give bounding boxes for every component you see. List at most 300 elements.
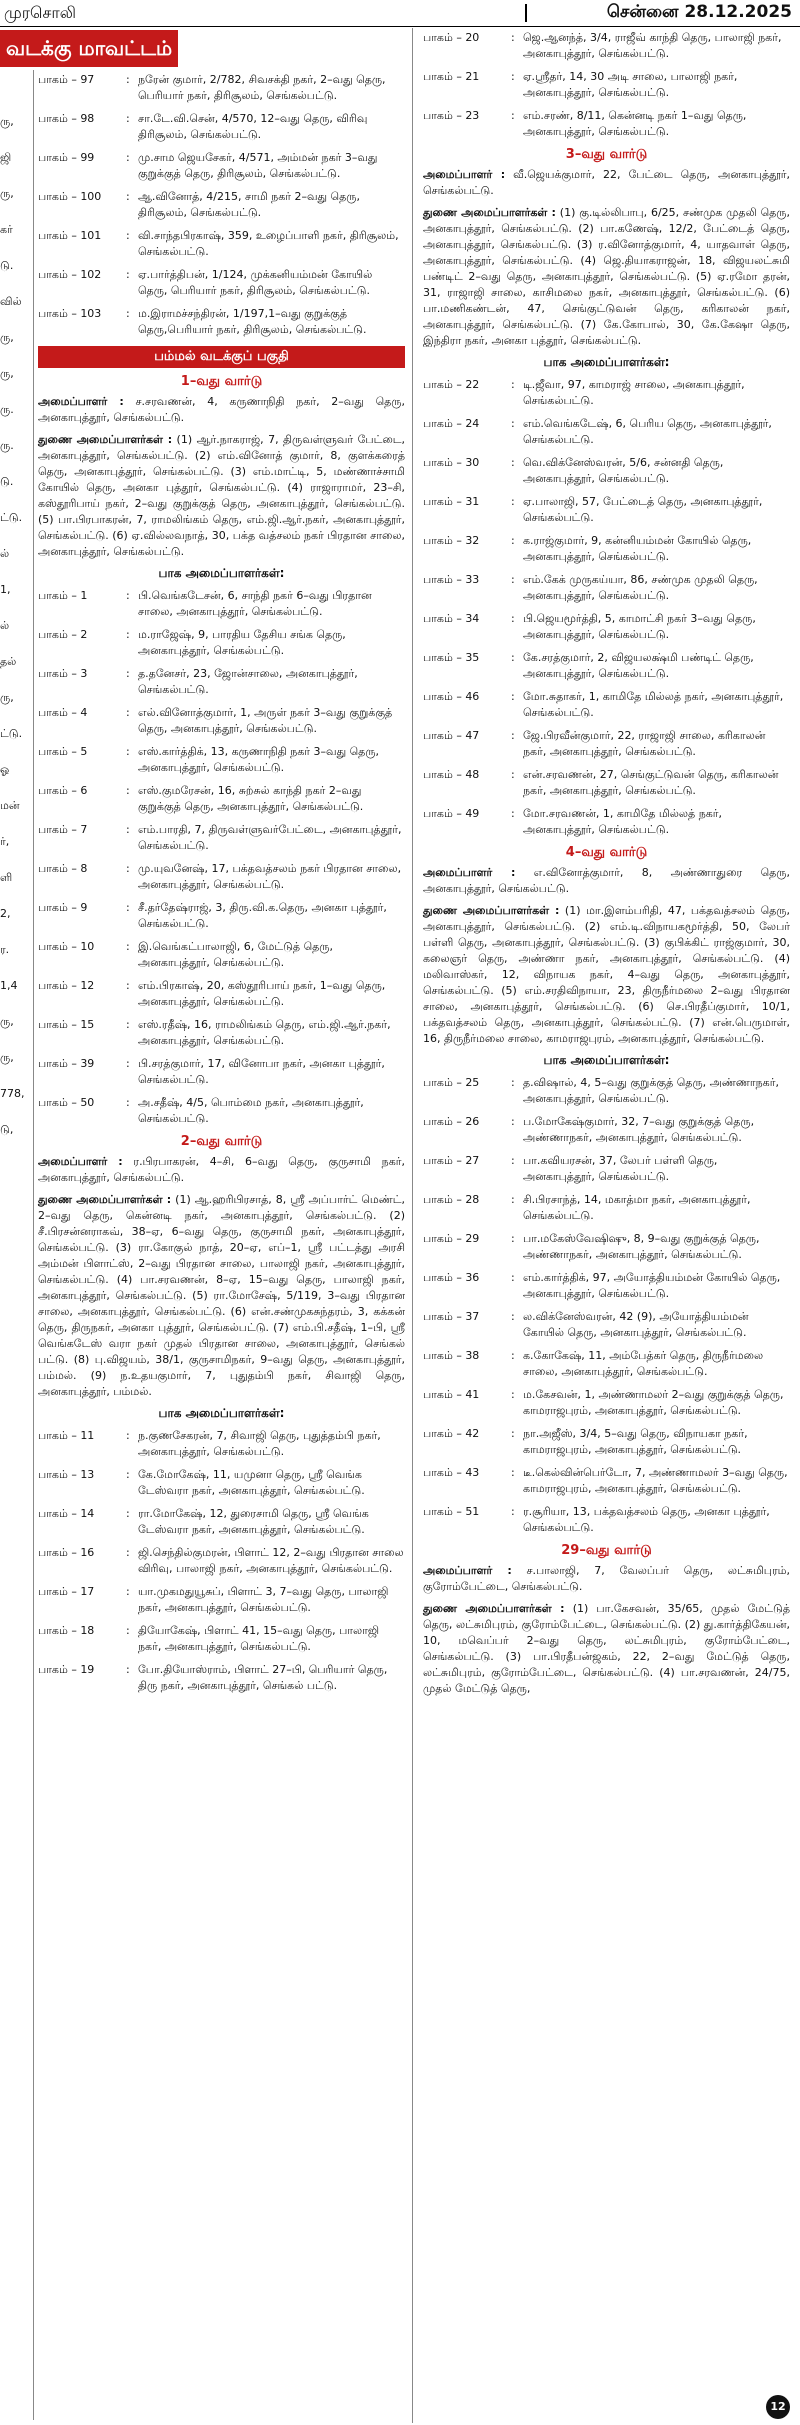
booth-entry bbox=[423, 1465, 790, 1497]
booth-entry bbox=[423, 1192, 790, 1224]
ward-1-block bbox=[38, 374, 405, 1127]
booth-organizer: எம்.வெங்கடேஷ், 6, பெரிய தெரு, அனகாபுத்தூர், செங்கல்பட்டு. bbox=[523, 417, 772, 446]
colon-separator: : bbox=[511, 456, 515, 469]
booth-organizer: வி.சாந்தபிரகாஷ், 359, உழைப்பாளி நகர், திரிசூலம், செங்கல்பட்டு. bbox=[138, 229, 399, 258]
stub-fragment: ரு, bbox=[0, 115, 14, 128]
booth-label: பாகம் – 35 bbox=[423, 651, 480, 664]
colon-separator: : bbox=[511, 1388, 515, 1401]
colon-separator: : bbox=[126, 1096, 130, 1109]
booth-organizer: ப.மோகேஷ்குமார், 32, 7–வது குறுக்குத் தெரு, அண்ணாநகர், அனகாபுத்தூர், செங்கல்பட்டு. bbox=[523, 1115, 755, 1144]
booth-organizer: போ.தியோஸ்ராம், பிளாட் 27–பி, பெரியார் தெரு, திரு நகர், அனகாபுத்தூர், செங்கல் பட்டு. bbox=[138, 1663, 388, 1692]
stub-fragment: ரு. bbox=[0, 403, 14, 416]
booth-organizer: மோ.சரவணன், 1, காமிதே மில்லத் நகர், அனகாபுத்தூர், செங்கல்பட்டு. bbox=[523, 807, 723, 836]
stub-fragment: டு, bbox=[0, 1123, 14, 1136]
booth-organizer: பி.சரத்குமார், 17, வினோபா நகர், அனகா புத்தூர், செங்கல்பட்டு. bbox=[138, 1057, 385, 1086]
booth-label: பாகம் – 50 bbox=[38, 1096, 95, 1109]
colon-separator: : bbox=[126, 268, 130, 281]
deputy-organizers-label: துணை அமைப்பாளர்கள் : bbox=[38, 433, 173, 446]
booth-label: பாகம் – 33 bbox=[423, 573, 480, 586]
booth-label: பாகம் – 25 bbox=[423, 1076, 480, 1089]
booth-entry bbox=[38, 150, 405, 182]
booth-label: பாகம் – 20 bbox=[423, 31, 480, 44]
booth-organizer: நரேன் குமார், 2/782, சிவசக்தி நகர், 2–வது தெரு, பெரியார் நகர், திரிசூலம், செங்கல்பட்டு. bbox=[138, 73, 386, 102]
colon-separator: : bbox=[511, 651, 515, 664]
booth-entry bbox=[423, 108, 790, 140]
organizer-text: எ.வினோத்குமார், 8, அண்ணாதுரை தெரு, அனகாபுத்தூர், செங்கல்பட்டு. bbox=[423, 866, 790, 895]
booth-organizer: பி.ஜெயமூர்த்தி, 5, காமாட்சி நகர் 3–வது தெரு, அனகாபுத்தூர், செங்கல்பட்டு. bbox=[523, 612, 756, 641]
stub-fragment: ளி bbox=[0, 871, 13, 884]
colon-separator: : bbox=[126, 1429, 130, 1442]
stub-fragment: ரு, bbox=[0, 331, 14, 344]
column-divider bbox=[412, 28, 413, 2423]
colon-separator: : bbox=[511, 807, 515, 820]
booth-label: பாகம் – 2 bbox=[38, 628, 88, 641]
booth-organizer: டீ.கெல்வின்பெர்டோ, 7, அண்ணாமலர் 3–வது தெரு, காமராஜபுரம், அனகாபுத்தூர், செங்கல்பட்டு. bbox=[523, 1466, 788, 1495]
booth-entry bbox=[423, 650, 790, 682]
booth-entry bbox=[38, 861, 405, 893]
booth-organizers-heading: பாக அமைப்பாளர்கள்: bbox=[543, 1053, 670, 1067]
booth-label: பாகம் – 101 bbox=[38, 229, 102, 242]
colon-separator: : bbox=[511, 378, 515, 391]
booth-organizer: ஏ.பாலாஜி, 57, பேட்டைத் தெரு, அனகாபுத்தூர், செங்கல்பட்டு. bbox=[523, 495, 763, 524]
stub-fragment: வில் bbox=[0, 295, 22, 308]
booth-entry bbox=[38, 588, 405, 620]
booth-label: பாகம் – 43 bbox=[423, 1466, 480, 1479]
booth-entry bbox=[423, 377, 790, 409]
ward-3-block bbox=[423, 147, 790, 838]
stub-fragment: ஜி bbox=[0, 151, 12, 164]
booth-entry bbox=[38, 939, 405, 971]
booth-organizer: எஸ்.கார்த்திக், 13, கருணாநிதி நகர் 3–வது தெரு, அனகாபுத்தூர், செங்கல்பட்டு. bbox=[138, 745, 380, 774]
booth-label: பாகம் – 30 bbox=[423, 456, 480, 469]
booth-organizer: யா.முகமதுயூசுப், பிளாட் 3, 7–வது தெரு, பாலாஜி நகர், அனகாபுத்தூர், செங்கல்பட்டு. bbox=[138, 1585, 389, 1614]
header-divider bbox=[525, 4, 527, 22]
booth-label: பாகம் – 31 bbox=[423, 495, 480, 508]
deputy-organizers bbox=[423, 1601, 790, 1697]
booth-organizer: எஸ்.ரதீஷ், 16, ராமலிங்கம் தெரு, எம்.ஜி.ஆர்.நகர், அனகாபுத்தூர், செங்கல்பட்டு. bbox=[138, 1018, 391, 1047]
booth-label: பாகம் – 102 bbox=[38, 268, 102, 281]
booth-entry bbox=[423, 767, 790, 799]
booth-organizer: சி.பிரசாந்த், 14, மகாத்மா நகர், அனகாபுத்தூர், செங்கல்பட்டு. bbox=[523, 1193, 751, 1222]
booth-label: பாகம் – 21 bbox=[423, 70, 480, 83]
colon-separator: : bbox=[126, 784, 130, 797]
stub-fragment: 778, bbox=[0, 1087, 25, 1100]
booth-entry bbox=[423, 689, 790, 721]
colon-separator: : bbox=[511, 495, 515, 508]
deputy-organizers-text: (1) பா.கேசவன், 35/65, முதல் மேட்டுத் தெரு, லட்சுமிபுரம், குரோம்பேட்டை, செங்கல்பட்டு. (2) து.கார்த்திகேயன், 10, மவெப்பர் 2–வது தெரு, லட்சுமிபுரம், குரோம்பேட்டை, செங்கல்பட்டு. (3) பா.பிரதீபன்ஜகம், 22, 2–வது மேட்டுத் தெரு, லட்சுமிபுரம், குரோம்பேட்டை, செங்கல்பட்டு. (4) பா.சரவணன், 24/75, முதல் மேட்டுத் தெரு, bbox=[423, 1602, 790, 1695]
deputy-organizers bbox=[423, 903, 790, 1047]
booth-entry bbox=[38, 111, 405, 143]
colon-separator: : bbox=[126, 1624, 130, 1637]
booth-entry bbox=[38, 627, 405, 659]
booth-entry bbox=[423, 1231, 790, 1263]
colon-separator: : bbox=[511, 1232, 515, 1245]
booth-entry bbox=[38, 306, 405, 338]
colon-separator: : bbox=[511, 534, 515, 547]
booth-organizers-heading: பாக அமைப்பாளர்கள்: bbox=[158, 1406, 285, 1420]
booth-organizer: மோ.சுதாகர், 1, காமிதே மில்லத் நகர், அனகாபுத்தூர், செங்கல்பட்டு. bbox=[523, 690, 784, 719]
stub-fragment: ல் bbox=[0, 619, 10, 632]
booth-label: பாகம் – 17 bbox=[38, 1585, 95, 1598]
colon-separator: : bbox=[511, 1271, 515, 1284]
booth-organizer: ஜி.செந்தில்குமரன், பிளாட் 12, 2–வது பிரதான சாலை விரிவு, பாலாஜி நகர், அனகாபுத்தூர், செங்கல்பட்டு. bbox=[138, 1546, 404, 1575]
booth-organizer: ஆ.வினோத், 4/215, சாமி நகர் 2–வது தெரு, திரிசூலம், செங்கல்பட்டு. bbox=[138, 190, 360, 219]
colon-separator: : bbox=[126, 1468, 130, 1481]
colon-separator: : bbox=[511, 1193, 515, 1206]
deputy-organizers-label: துணை அமைப்பாளர்கள் : bbox=[423, 206, 556, 219]
booth-organizer: என்.சரவணன், 27, செங்குட்டுவன் தெரு, கரிகாலன் நகர், அனகாபுத்தூர், செங்கல்பட்டு. bbox=[523, 768, 779, 797]
deputy-organizers bbox=[38, 432, 405, 560]
stub-fragment: 2, bbox=[0, 907, 11, 920]
booth-organizer: கே.சரத்குமார், 2, விஜயலக்ஷ்மி பண்டிட் தெரு, அனகாபுத்தூர், செங்கல்பட்டு. bbox=[523, 651, 754, 680]
booth-entry bbox=[423, 69, 790, 101]
stub-fragment: 1,4 bbox=[0, 979, 18, 992]
booth-entry bbox=[38, 72, 405, 104]
booth-entry bbox=[423, 1153, 790, 1185]
city-date: சென்னை 28.12.2025 bbox=[606, 2, 792, 22]
booth-organizer: ஜே.பிரவீன்குமார், 22, ராஜாஜி சாலை, கரிகாலன் நகர், அனகாபுத்தூர், செங்கல்பட்டு. bbox=[523, 729, 766, 758]
booth-label: பாகம் – 16 bbox=[38, 1546, 95, 1559]
district-banner: வடக்கு மாவட்டம் bbox=[0, 30, 178, 67]
booth-label: பாகம் – 10 bbox=[38, 940, 95, 953]
stub-fragment: மன் bbox=[0, 799, 20, 812]
booth-organizer: தியோகேஷ், பிளாட் 41, 15–வது தெரு, பாலாஜி நகர், அனகாபுத்தூர், செங்கல்பட்டு. bbox=[138, 1624, 380, 1653]
booth-label: பாகம் – 47 bbox=[423, 729, 480, 742]
colon-separator: : bbox=[511, 109, 515, 122]
ward-title: 2–வது வார்டு bbox=[180, 1134, 263, 1149]
booth-label: பாகம் – 99 bbox=[38, 151, 95, 164]
organizer-label: அமைப்பாளர் : bbox=[423, 1564, 512, 1577]
stub-fragment: ரு, bbox=[0, 367, 14, 380]
colon-separator: : bbox=[126, 151, 130, 164]
colon-separator: : bbox=[126, 979, 130, 992]
entries-top-right bbox=[423, 30, 790, 140]
booth-label: பாகம் – 19 bbox=[38, 1663, 95, 1676]
booth-entry bbox=[38, 1056, 405, 1088]
booth-organizer: ல.விக்னேஸ்வரன், 42 (9), அயோத்தியம்மன் கோயில் தெரு, அனகாபுத்தூர், செங்கல்பட்டு. bbox=[523, 1310, 749, 1339]
organizer-text: ச.பாலாஜி, 7, வேலப்பர் தெரு, லட்சுமிபுரம், குரோம்பேட்டை, செங்கல்பட்டு. bbox=[423, 1564, 790, 1593]
colon-separator: : bbox=[511, 31, 515, 44]
left-column bbox=[38, 72, 405, 1701]
colon-separator: : bbox=[126, 901, 130, 914]
booth-label: பாகம் – 3 bbox=[38, 667, 88, 680]
colon-separator: : bbox=[511, 1310, 515, 1323]
ward-4-block bbox=[423, 845, 790, 1536]
colon-separator: : bbox=[126, 1546, 130, 1559]
booth-label: பாகம் – 9 bbox=[38, 901, 88, 914]
deputy-organizers bbox=[423, 205, 790, 349]
deputy-organizers-label: துணை அமைப்பாளர்கள் : bbox=[423, 1602, 565, 1615]
colon-separator: : bbox=[511, 1466, 515, 1479]
stub-fragment: தல் bbox=[0, 655, 17, 668]
booth-label: பாகம் – 49 bbox=[423, 807, 480, 820]
newspaper-name: முரசொலி bbox=[4, 3, 76, 22]
stub-fragment: ரு, bbox=[0, 1015, 14, 1028]
previous-column-stub bbox=[0, 115, 30, 1159]
booth-organizer: எஸ்.குமரேசன், 16, சுற்சுல் காந்தி நகர் 2–வது குறுக்குத் தெரு, அனகாபுத்தூர், செங்கல்பட்டு. bbox=[138, 784, 364, 813]
booth-entry bbox=[38, 666, 405, 698]
booth-organizer: ஜெ.ஆனந்த், 3/4, ராஜீவ் காந்தி தெரு, பாலாஜி நகர், அனகாபுத்தூர், செங்கல்பட்டு. bbox=[523, 31, 782, 60]
booth-organizer: ஏ.ஸ்ரீதர், 14, 30 அடி சாலை, பாலாஜி நகர், அனகாபுத்தூர், செங்கல்பட்டு. bbox=[523, 70, 738, 99]
booth-label: பாகம் – 27 bbox=[423, 1154, 480, 1167]
colon-separator: : bbox=[511, 70, 515, 83]
booth-label: பாகம் – 32 bbox=[423, 534, 480, 547]
booth-entry bbox=[38, 228, 405, 260]
booth-label: பாகம் – 42 bbox=[423, 1427, 480, 1440]
colon-separator: : bbox=[126, 667, 130, 680]
booth-organizer: பி.வெங்கடேசன், 6, சாந்தி நகர் 6–வது பிரதான சாலை, அனகாபுத்தூர், செங்கல்பட்டு. bbox=[138, 589, 372, 618]
booth-entry bbox=[38, 1584, 405, 1616]
booth-organizer: எல்.வினோத்குமார், 1, அருள் நகர் 3–வது குறுக்குத் தெரு, அனகாபுத்தூர், செங்கல்பட்டு. bbox=[138, 706, 393, 735]
stub-fragment: ட்டு. bbox=[0, 727, 23, 740]
booth-organizer: க.ராஜ்குமார், 9, கன்னியம்மன் கோயில் தெரு, அனகாபுத்தூர், செங்கல்பட்டு. bbox=[523, 534, 752, 563]
organizer bbox=[423, 865, 790, 897]
booth-organizer: நா.அஜீஸ், 3/4, 5–வது தெரு, விநாயகா நகர், காமராஜபுரம், அனகாபுத்தூர், செங்கல்பட்டு. bbox=[523, 1427, 748, 1456]
organizer-label: அமைப்பாளர் : bbox=[38, 1155, 123, 1168]
booth-entry bbox=[38, 705, 405, 737]
ward-title: 29–வது வார்டு bbox=[561, 1543, 652, 1558]
stub-fragment: ரு, bbox=[0, 187, 14, 200]
booth-entry bbox=[38, 1467, 405, 1499]
booth-entry bbox=[423, 1114, 790, 1146]
booth-label: பாகம் – 1 bbox=[38, 589, 88, 602]
booth-organizer: ர.சூரியா, 13, பக்தவத்சலம் தெரு, அனகா புத்தூர், செங்கல்பட்டு. bbox=[523, 1505, 770, 1534]
booth-label: பாகம் – 36 bbox=[423, 1271, 480, 1284]
booth-label: பாகம் – 14 bbox=[38, 1507, 95, 1520]
stub-fragment: ர், bbox=[0, 835, 10, 848]
booth-entry bbox=[38, 267, 405, 299]
booth-label: பாகம் – 13 bbox=[38, 1468, 95, 1481]
booth-label: பாகம் – 41 bbox=[423, 1388, 480, 1401]
booth-entry bbox=[423, 806, 790, 838]
right-column bbox=[423, 30, 790, 1703]
organizer-label: அமைப்பாளர் : bbox=[423, 866, 516, 879]
booth-organizer: ரா.மோகேஷ், 12, துரைசாமி தெரு, ஸ்ரீ வெங்க டேஸ்வரா நகர், அனகாபுத்தூர், செங்கல்பட்டு. bbox=[138, 1507, 369, 1536]
booth-organizer: சா.டே.வி.சென், 4/570, 12–வது தெரு, விரிவு திரிசூலம், செங்கல்பட்டு. bbox=[138, 112, 368, 141]
colon-separator: : bbox=[126, 307, 130, 320]
stub-fragment: கர் bbox=[0, 223, 13, 236]
colon-separator: : bbox=[126, 589, 130, 602]
booth-entry bbox=[38, 978, 405, 1010]
booth-entry bbox=[423, 1387, 790, 1419]
booth-organizer: எம்.பாரதி, 7, திருவள்ளுவர்பேட்டை, அனகாபுத்தூர், செங்கல்பட்டு. bbox=[138, 823, 402, 852]
booth-organizer: ம.கேசவன், 1, அண்ணாமலர் 2–வது குறுக்குத் தெரு, காமராஜபுரம், அனகாபுத்தூர், செங்கல்பட்டு. bbox=[523, 1388, 784, 1417]
booth-entry bbox=[38, 1095, 405, 1127]
colon-separator: : bbox=[126, 1585, 130, 1598]
booth-label: பாகம் – 5 bbox=[38, 745, 88, 758]
colon-separator: : bbox=[126, 745, 130, 758]
booth-organizer: பா.மகேஸ்வேஷிஷு, 8, 9–வது குறுக்குத் தெரு, அண்ணாநகர், அனகாபுத்தூர், செங்கல்பட்டு. bbox=[523, 1232, 760, 1261]
booth-label: பாகம் – 38 bbox=[423, 1349, 480, 1362]
organizer bbox=[38, 394, 405, 426]
stub-fragment: 1, bbox=[0, 583, 11, 596]
colon-separator: : bbox=[126, 1507, 130, 1520]
deputy-organizers-label: துணை அமைப்பாளர்கள் : bbox=[38, 1193, 172, 1206]
booth-entry bbox=[423, 1309, 790, 1341]
booth-organizer: ம.இராமச்சந்திரன், 1/197,1–வது குறுக்குத் தெரு,பெரியார் நகர், திரிசூலம், செங்கல்பட்டு. bbox=[138, 307, 367, 336]
organizer-text: ச.சரவணன், 4, கருணாநிதி நகர், 2–வது தெரு, அனகாபுத்தூர், செங்கல்பட்டு. bbox=[38, 395, 405, 424]
organizer bbox=[423, 1563, 790, 1595]
booth-organizer: எம்.பிரகாஷ், 20, கஸ்தூரிபாய் நகர், 1–வது தெரு, அனகாபுத்தூர், செங்கல்பட்டு. bbox=[138, 979, 386, 1008]
booth-entry bbox=[38, 822, 405, 854]
organizer-label: அமைப்பாளர் : bbox=[423, 168, 506, 181]
booth-entry bbox=[38, 1506, 405, 1538]
booth-entry bbox=[38, 744, 405, 776]
booth-organizer: எம்.கார்த்திக், 97, அயோத்தியம்மன் கோயில் தெரு, அனகாபுத்தூர், செங்கல்பட்டு. bbox=[523, 1271, 781, 1300]
booth-entry bbox=[38, 1428, 405, 1460]
booth-label: பாகம் – 11 bbox=[38, 1429, 95, 1442]
booth-entry bbox=[38, 1545, 405, 1577]
colon-separator: : bbox=[126, 862, 130, 875]
booth-organizer: ஏ.பார்த்திபன், 1/124, முக்கனியம்மன் கோயில் தெரு, பெரியார் நகர், திரிசூலம், செங்கல்பட்டு. bbox=[138, 268, 373, 297]
booth-label: பாகம் – 100 bbox=[38, 190, 102, 203]
colon-separator: : bbox=[511, 690, 515, 703]
booth-label: பாகம் – 18 bbox=[38, 1624, 95, 1637]
page-number: 12 bbox=[766, 2395, 790, 2419]
deputy-organizers bbox=[38, 1192, 405, 1400]
booth-entry bbox=[423, 611, 790, 643]
entries-top-left bbox=[38, 72, 405, 338]
stub-fragment: ட்டு. bbox=[0, 511, 23, 524]
stub-fragment: ரு. bbox=[0, 439, 14, 452]
booth-label: பாகம் – 103 bbox=[38, 307, 102, 320]
booth-label: பாகம் – 28 bbox=[423, 1193, 480, 1206]
organizer bbox=[423, 167, 790, 199]
booth-organizer: இ.வெங்கட்பாலாஜி, 6, மேட்டுத் தெரு, அனகாபுத்தூர், செங்கல்பட்டு. bbox=[138, 940, 334, 969]
booth-organizer: எம்.கேக் முருகய்யா, 86, சண்முக முதலி தெரு, அனகாபுத்தூர், செங்கல்பட்டு. bbox=[523, 573, 758, 602]
booth-entry bbox=[38, 1662, 405, 1694]
booth-organizer: கே.மோகேஷ், 11, யமுனா தெரு, ஸ்ரீ வெங்க டேஸ்வரா நகர், அனகாபுத்தூர், செங்கல்பட்டு. bbox=[138, 1468, 365, 1497]
colon-separator: : bbox=[511, 1115, 515, 1128]
booth-label: பாகம் – 7 bbox=[38, 823, 88, 836]
colon-separator: : bbox=[126, 73, 130, 86]
ward-title: 3–வது வார்டு bbox=[565, 147, 648, 162]
booth-organizer: த.தனேசர், 23, ஜோன்சாலை, அனகாபுத்தூர், செங்கல்பட்டு. bbox=[138, 667, 358, 696]
colon-separator: : bbox=[511, 1076, 515, 1089]
booth-label: பாகம் – 15 bbox=[38, 1018, 95, 1031]
booth-entry bbox=[423, 1270, 790, 1302]
booth-organizer: அ.சதீஷ், 4/5, பொம்மை நகர், அனகாபுத்தூர், செங்கல்பட்டு. bbox=[138, 1096, 364, 1125]
colon-separator: : bbox=[511, 729, 515, 742]
booth-organizer: த.விஷால், 4, 5–வது குறுக்குத் தெரு, அண்ணாநகர், அனகாபுத்தூர், செங்கல்பட்டு. bbox=[523, 1076, 779, 1105]
booth-label: பாகம் – 46 bbox=[423, 690, 480, 703]
ward-title: 4–வது வார்டு bbox=[565, 845, 648, 860]
booth-entry bbox=[38, 1623, 405, 1655]
booth-label: பாகம் – 29 bbox=[423, 1232, 480, 1245]
colon-separator: : bbox=[511, 1154, 515, 1167]
booth-label: பாகம் – 37 bbox=[423, 1310, 480, 1323]
colon-separator: : bbox=[511, 1427, 515, 1440]
booth-label: பாகம் – 26 bbox=[423, 1115, 480, 1128]
stub-fragment: ல் bbox=[0, 547, 10, 560]
booth-organizer: டி.ஜீவா, 97, காமராஜ் சாலை, அனகாபுத்தூர், செங்கல்பட்டு. bbox=[523, 378, 745, 407]
stub-fragment: டு. bbox=[0, 475, 14, 488]
ward-29-block bbox=[423, 1543, 790, 1697]
booth-entry bbox=[38, 1017, 405, 1049]
organizer-label: அமைப்பாளர் : bbox=[38, 395, 124, 408]
booth-entry bbox=[423, 416, 790, 448]
booth-entry bbox=[423, 1504, 790, 1536]
colon-separator: : bbox=[126, 823, 130, 836]
booth-label: பாகம் – 6 bbox=[38, 784, 88, 797]
masthead bbox=[0, 0, 800, 27]
booth-label: பாகம் – 48 bbox=[423, 768, 480, 781]
booth-organizer: ந.குணசேகரன், 7, சிவாஜி தெரு, புதுத்தம்பி நகர், அனகாபுத்தூர், செங்கல்பட்டு. bbox=[138, 1429, 381, 1458]
colon-separator: : bbox=[126, 1018, 130, 1031]
booth-entry bbox=[423, 494, 790, 526]
booth-label: பாகம் – 12 bbox=[38, 979, 95, 992]
booth-label: பாகம் – 23 bbox=[423, 109, 480, 122]
booth-label: பாகம் – 8 bbox=[38, 862, 88, 875]
booth-label: பாகம் – 98 bbox=[38, 112, 95, 125]
booth-label: பாகம் – 4 bbox=[38, 706, 88, 719]
stub-fragment: ரு, bbox=[0, 1051, 14, 1064]
deputy-organizers-text: (1) மா.இளம்பரிதி, 47, பக்தவத்சலம் தெரு, அனகாபுத்தூர், செங்கல்பட்டு. (2) எம்.டி.விநாயகமூர்த்தி, 50, லேபர் பள்ளி தெரு, அனகாபுத்தூர், செங்கல்பட்டு. (3) குபிக்கிட் ராஜ்குமார், 30, கலைஞர் தெரு, அண்ணா நகர், அனகாபுத்தூர், செங்கல்பட்டு. (4) மலிவாஸ்கர், 12, விநாயக நகர், 4–வது தெரு, அனகாபுத்தூர், செங்கல்பட்டு. (5) எம்.சரதிவிநாயா, 23, திருநீர்மலை 2–வது பிரதான சாலை, அனகாபுத்தூர், செங்கல்பட்டு. (6) செ.பிரதீப்குமார், 10/1, பக்தவத்சலம் தெரு, அனகாபுத்தூர், செங்கல்பட்டு. (7) என்.பெருமாள், 16, திருநீர்மலை சாலை, காமராஜபுரம், அனகாபுத்தூர், செங்கல்பட்டு. bbox=[423, 904, 790, 1045]
colon-separator: : bbox=[126, 112, 130, 125]
colon-separator: : bbox=[126, 190, 130, 203]
booth-entry bbox=[38, 189, 405, 221]
colon-separator: : bbox=[511, 768, 515, 781]
booth-entry bbox=[38, 783, 405, 815]
colon-separator: : bbox=[511, 612, 515, 625]
stub-fragment: ஓ bbox=[0, 763, 10, 776]
booth-label: பாகம் – 51 bbox=[423, 1505, 480, 1518]
stub-fragment: ர. bbox=[0, 943, 10, 956]
booth-organizer: க.கோகேஷ், 11, அம்பேத்கர் தெரு, திருநீர்மலை சாலை, அனகாபுத்தூர், செங்கல்பட்டு. bbox=[523, 1349, 764, 1378]
colon-separator: : bbox=[126, 940, 130, 953]
booth-label: பாகம் – 34 bbox=[423, 612, 480, 625]
deputy-organizers-text: (1) கு.டில்லிபாபு, 6/25, சண்முக முதலி தெரு, அனகாபுத்தூர், செங்கல்பட்டு. (2) பா.கணேஷ், 12/2, பேட்டைத் தெரு, அனகாபுத்தூர், செங்கல்பட்டு. (3) ர.வினோத்குமார், 4, யாதவாள் தெரு, அனகாபுத்தூர், செங்கல்பட்டு. (4) ஜெ.தியாகராஜன், 18, விஜயலட்சுமி பண்டிட் 2–வது தெரு, அனகாபுத்தூர், செங்கல்பட்டு. (5) ஏ.ரமோ தரன், 31, ராஜாஜி சாலை, காசிமலை நகர், அனகாபுத்தூர், செங்கல்பட்டு. (6) பா.மணிகண்டன், 47, செங்குட்டுவன் தெரு, கரிகாலன் நகர், அனகாபுத்தூர், செங்கல்பட்டு. (7) கே.கோபால், 30, கே.கேஷா தெரு, இந்திரா நகர், அனகா புத்தூர், செங்கல்பட்டு. bbox=[423, 206, 790, 347]
deputy-organizers-text: (1) ஆர்.நாகராஜ், 7, திருவள்ளுவர் பேட்டை, அனகாபுத்தூர், செங்கல்பட்டு. (2) எம்.வினோத் குமார், 8, குளக்கரைத் தெரு, அனகாபுத்தூர், செங்கல்பட்டு. (3) எம்.மாட்டி, 5, மண்ணாச்சாமி கோயில் தெரு, அனகா புத்தூர், செங்கல்பட்டு. (4) ராஜாராமர், 23–சி, கஸ்தூரிபாய் நகர், 2–வது குறுக்குத் தெரு, அனகாபுத்தூர், செங்கல்பட்டு. (5) பா.பிரபாகரன், 7, ராமலிங்கம் தெரு, எம்.ஜி.ஆர்.நகர், அனகாபுத்தூர், செங்கல்பட்டு. (6) ஏ.வில்லவநாத், 30, பக்த வத்சலம் நகர் பிரதான சாலை, அனகாபுத்தூர், செங்கல்பட்டு. bbox=[38, 433, 405, 558]
deputy-organizers-text: (1) ஆ.ஹரிபிரசாத், 8, ஸ்ரீ அப்பார்ட் மெண்ட், 2–வது தெரு, கென்னடி நகர், அனகாபுத்தூர், செங்கல்பட்டு. (2) சீ.பிரசன்னராகவ், 38–ஏ, 6–வது தெரு, குருசாமி நகர், அனகாபுத்தூர், செங்கல்பட்டு. (3) ரா.கோகுல் நாத், 20–ஏ, எப்–1, ஸ்ரீ பட்டத்து அரசி அம்மன் பிளாட்ஸ், 2–வது பிரதான சாலை, பாலாஜி நகர், அனகாபுத்தூர், செங்கல்பட்டு. (4) பா.சரவணன், 8–ஏ, 15–வது தெரு, பாலாஜி நகர், அனகாபுத்தூர், செங்கல்பட்டு. (5) ரா.மோசேஷ், 5/119, 3–வது பிரதான சாலை, அனகாபுத்தூர், செங்கல்பட்டு. (6) என்.சண்முகசுந்தரம், 3, கக்கன் தெரு, திருநகர், அனகா புத்தூர், செங்கல்பட்டு. (7) எம்.பி.சதீஷ், 1–பி, ஸ்ரீ வெங்கடேஸ் வரா நகர் முதல் பிரதான சாலை, அனகாபுத்தூர், செங்கல் பட்டு. (8) பு.விஜயம், 38/1, குருசாமிநகர், 9–வது தெரு, அனகாபுத்தூர், பம்மல். (9) ந.உதயகுமார், 7, புதுதம்பி நகர், சிவாஜி தெரு, அனகாபுத்தூர், பம்மல். bbox=[38, 1193, 405, 1398]
organizer bbox=[38, 1154, 405, 1186]
booth-organizers-heading: பாக அமைப்பாளர்கள்: bbox=[543, 355, 670, 369]
booth-organizers-heading: பாக அமைப்பாளர்கள்: bbox=[158, 566, 285, 580]
organizer-text: ர.பிரபாகரன், 4–சி, 6–வது தெரு, குருசாமி நகர், அனகாபுத்தூர், செங்கல்பட்டு. bbox=[38, 1155, 405, 1184]
booth-entry bbox=[423, 1075, 790, 1107]
stub-fragment: டு. bbox=[0, 259, 14, 272]
booth-label: பாகம் – 22 bbox=[423, 378, 480, 391]
stub-fragment: ரு, bbox=[0, 691, 14, 704]
booth-label: பாகம் – 97 bbox=[38, 73, 95, 86]
booth-organizer: எம்.சரண், 8/11, கென்னடி நகர் 1–வது தெரு, அனகாபுத்தூர், செங்கல்பட்டு. bbox=[523, 109, 747, 138]
colon-separator: : bbox=[126, 706, 130, 719]
booth-organizer: வெ.விக்னேஸ்வரன், 5/6, சன்னதி தெரு, அனகாபுத்தூர், செங்கல்பட்டு. bbox=[523, 456, 724, 485]
ward-2-block bbox=[38, 1134, 405, 1694]
booth-entry bbox=[423, 30, 790, 62]
booth-organizer: பா.கவியரசன், 37, லேபர் பள்ளி தெரு, அனகாபுத்தூர், செங்கல்பட்டு. bbox=[523, 1154, 718, 1183]
ward-title: 1–வது வார்டு bbox=[180, 374, 263, 389]
booth-organizer: மு.சாம ஜெயசேகர், 4/571, அம்மன் நகர் 3–வது குறுக்குத் தெரு, திரிசூலம், செங்கல்பட்டு. bbox=[138, 151, 378, 180]
booth-entry bbox=[423, 572, 790, 604]
booth-entry bbox=[423, 1426, 790, 1458]
colon-separator: : bbox=[126, 1057, 130, 1070]
deputy-organizers-label: துணை அமைப்பாளர்கள் : bbox=[423, 904, 560, 917]
booth-label: பாகம் – 39 bbox=[38, 1057, 95, 1070]
colon-separator: : bbox=[126, 628, 130, 641]
colon-separator: : bbox=[126, 1663, 130, 1676]
colon-separator: : bbox=[126, 229, 130, 242]
column-divider bbox=[33, 70, 34, 2420]
section-heading: பம்மல் வடக்குப் பகுதி bbox=[38, 346, 405, 368]
booth-organizer: ம.ராஜேஷ், 9, பாரதிய தேசிய சங்க தெரு, அனகாபுத்தூர், செங்கல்பட்டு. bbox=[138, 628, 346, 657]
booth-organizer: சீ.தர்தேஷ்ராஜ், 3, திரு.வி.க.தெரு, அனகா புத்தூர், செங்கல்பட்டு. bbox=[138, 901, 387, 930]
booth-entry bbox=[38, 900, 405, 932]
booth-organizer: மு.யுவனேஷ், 17, பக்தவத்சலம் நகர் பிரதான சாலை, அனகாபுத்தூர், செங்கல்பட்டு. bbox=[138, 862, 402, 891]
booth-entry bbox=[423, 728, 790, 760]
colon-separator: : bbox=[511, 573, 515, 586]
organizer-text: வீ.ஜெயக்குமார், 22, பேட்டை தெரு, அனகாபுத்தூர், செங்கல்பட்டு. bbox=[423, 168, 790, 197]
